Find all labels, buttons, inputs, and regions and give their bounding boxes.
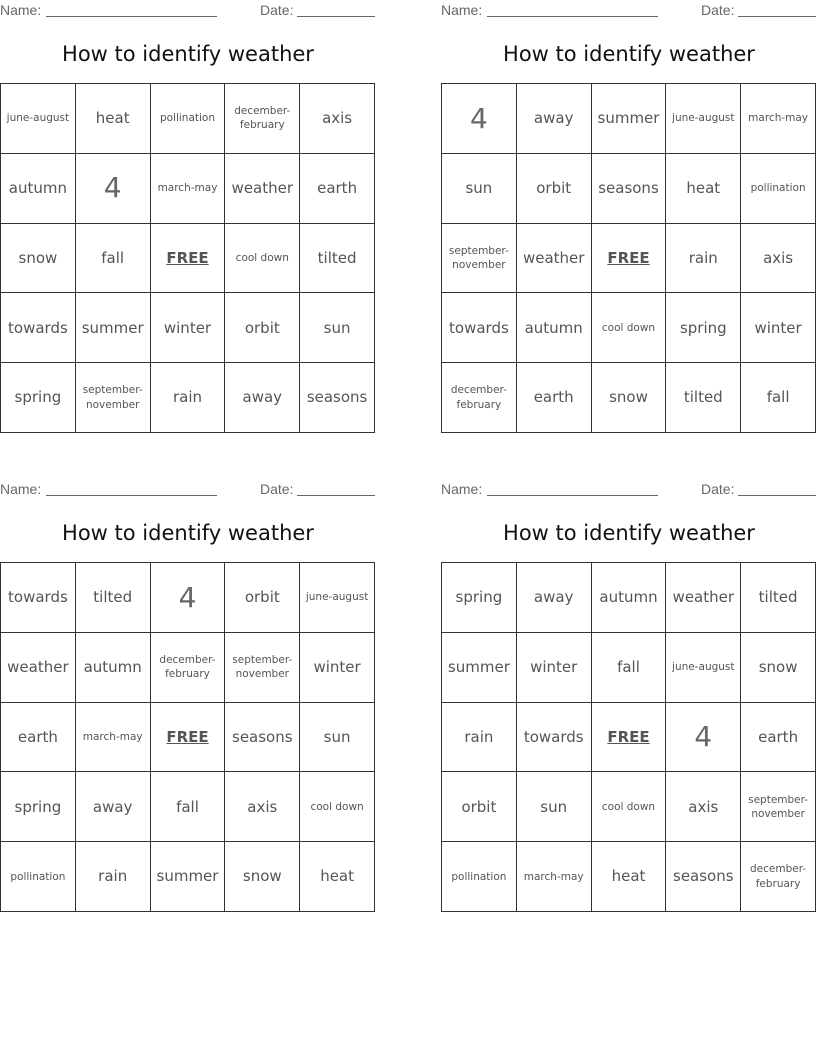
bingo-cell: sun — [300, 293, 375, 363]
bingo-cell: snow — [741, 633, 816, 703]
bingo-cell: june-august — [666, 633, 741, 703]
name-label: Name: — [0, 2, 42, 18]
bingo-cell: june-august — [1, 84, 76, 154]
bingo-cell: tilted — [741, 563, 816, 633]
bingo-cell: sun — [300, 703, 375, 773]
name-date-row — [0, 481, 376, 499]
card-title: How to identify weather — [62, 521, 314, 545]
bingo-cell: june-august — [666, 84, 741, 154]
bingo-cell: seasons — [300, 363, 375, 433]
name-field-line — [487, 481, 658, 496]
bingo-cell: pollination — [442, 842, 517, 912]
bingo-cell: cool down — [592, 772, 667, 842]
bingo-cell: away — [517, 84, 592, 154]
bingo-cell: winter — [517, 633, 592, 703]
bingo-cell: away — [76, 772, 151, 842]
bingo-cell: autumn — [76, 633, 151, 703]
bingo-cell: autumn — [592, 563, 667, 633]
bingo-cell: earth — [517, 363, 592, 433]
bingo-cell: march-may — [517, 842, 592, 912]
bingo-cell: towards — [442, 293, 517, 363]
bingo-grid — [441, 562, 816, 912]
date-label: Date: — [701, 2, 735, 18]
bingo-cell: weather — [666, 563, 741, 633]
bingo-cell: away — [225, 363, 300, 433]
bingo-cell: orbit — [225, 293, 300, 363]
bingo-cell: winter — [741, 293, 816, 363]
name-label: Name: — [0, 481, 42, 497]
bingo-cell: fall — [76, 224, 151, 294]
bingo-cell: orbit — [517, 154, 592, 224]
name-field-line — [46, 481, 217, 496]
bingo-cell: december-february — [741, 842, 816, 912]
name-field-line — [487, 2, 658, 17]
date-field-line — [738, 481, 816, 496]
bingo-cell: summer — [442, 633, 517, 703]
bingo-cell: cool down — [225, 224, 300, 294]
name-label: Name: — [441, 2, 483, 18]
date-field-line — [297, 2, 375, 17]
bingo-cell: seasons — [592, 154, 667, 224]
bingo-cell: heat — [76, 84, 151, 154]
bingo-cell: earth — [300, 154, 375, 224]
bingo-grid — [0, 83, 375, 433]
bingo-cell: pollination — [741, 154, 816, 224]
bingo-cell: 4 — [76, 154, 151, 224]
bingo-cell: seasons — [666, 842, 741, 912]
free-space-cell: FREE — [592, 703, 667, 773]
bingo-cell: summer — [151, 842, 226, 912]
bingo-cell: axis — [741, 224, 816, 294]
bingo-cell: spring — [666, 293, 741, 363]
date-label: Date: — [701, 481, 735, 497]
bingo-cell: march-may — [741, 84, 816, 154]
bingo-cell: 4 — [666, 703, 741, 773]
name-date-row — [0, 2, 376, 20]
name-field-line — [46, 2, 217, 17]
bingo-cell: seasons — [225, 703, 300, 773]
date-field-line — [297, 481, 375, 496]
bingo-cell: axis — [666, 772, 741, 842]
bingo-cell: march-may — [151, 154, 226, 224]
bingo-cell: orbit — [442, 772, 517, 842]
bingo-cell: sun — [442, 154, 517, 224]
free-space-cell: FREE — [592, 224, 667, 294]
bingo-cell: axis — [225, 772, 300, 842]
bingo-cell: autumn — [517, 293, 592, 363]
bingo-cell: towards — [1, 293, 76, 363]
bingo-cell: tilted — [300, 224, 375, 294]
free-space-cell: FREE — [151, 703, 226, 773]
bingo-cell: earth — [741, 703, 816, 773]
bingo-cell: cool down — [300, 772, 375, 842]
bingo-cell: september-november — [741, 772, 816, 842]
bingo-cell: spring — [442, 563, 517, 633]
bingo-cell: axis — [300, 84, 375, 154]
bingo-cell: summer — [76, 293, 151, 363]
bingo-cell: away — [517, 563, 592, 633]
name-date-row — [441, 2, 816, 20]
bingo-grid — [0, 562, 375, 912]
card-title: How to identify weather — [503, 42, 755, 66]
bingo-cell: orbit — [225, 563, 300, 633]
date-label: Date: — [260, 2, 294, 18]
name-label: Name: — [441, 481, 483, 497]
bingo-cell: september-november — [76, 363, 151, 433]
name-date-row — [441, 481, 816, 499]
bingo-cell: snow — [225, 842, 300, 912]
bingo-cell: winter — [300, 633, 375, 703]
bingo-cell: heat — [300, 842, 375, 912]
bingo-cell: weather — [1, 633, 76, 703]
bingo-cell: towards — [1, 563, 76, 633]
bingo-cell: rain — [442, 703, 517, 773]
bingo-cell: 4 — [442, 84, 517, 154]
bingo-cell: towards — [517, 703, 592, 773]
card-title: How to identify weather — [62, 42, 314, 66]
free-space-cell: FREE — [151, 224, 226, 294]
bingo-cell: fall — [741, 363, 816, 433]
bingo-cell: sun — [517, 772, 592, 842]
bingo-cell: fall — [592, 633, 667, 703]
bingo-cell: heat — [666, 154, 741, 224]
bingo-cell: pollination — [151, 84, 226, 154]
bingo-cell: december-february — [151, 633, 226, 703]
bingo-cell: spring — [1, 363, 76, 433]
bingo-cell: snow — [1, 224, 76, 294]
date-field-line — [738, 2, 816, 17]
bingo-cell: snow — [592, 363, 667, 433]
bingo-cell: heat — [592, 842, 667, 912]
bingo-cell: weather — [225, 154, 300, 224]
bingo-cell: rain — [76, 842, 151, 912]
bingo-cell: march-may — [76, 703, 151, 773]
bingo-grid — [441, 83, 816, 433]
bingo-cell: earth — [1, 703, 76, 773]
bingo-cell: fall — [151, 772, 226, 842]
bingo-cell: pollination — [1, 842, 76, 912]
bingo-cell: june-august — [300, 563, 375, 633]
bingo-cell: cool down — [592, 293, 667, 363]
date-label: Date: — [260, 481, 294, 497]
bingo-cell: september-november — [225, 633, 300, 703]
bingo-cell: december-february — [225, 84, 300, 154]
bingo-cell: summer — [592, 84, 667, 154]
bingo-cell: december-february — [442, 363, 517, 433]
bingo-cell: rain — [151, 363, 226, 433]
bingo-cell: weather — [517, 224, 592, 294]
bingo-cell: 4 — [151, 563, 226, 633]
bingo-cell: spring — [1, 772, 76, 842]
bingo-cell: rain — [666, 224, 741, 294]
card-title: How to identify weather — [503, 521, 755, 545]
bingo-cell: winter — [151, 293, 226, 363]
bingo-cell: autumn — [1, 154, 76, 224]
bingo-cell: september-november — [442, 224, 517, 294]
bingo-cell: tilted — [76, 563, 151, 633]
bingo-cell: tilted — [666, 363, 741, 433]
